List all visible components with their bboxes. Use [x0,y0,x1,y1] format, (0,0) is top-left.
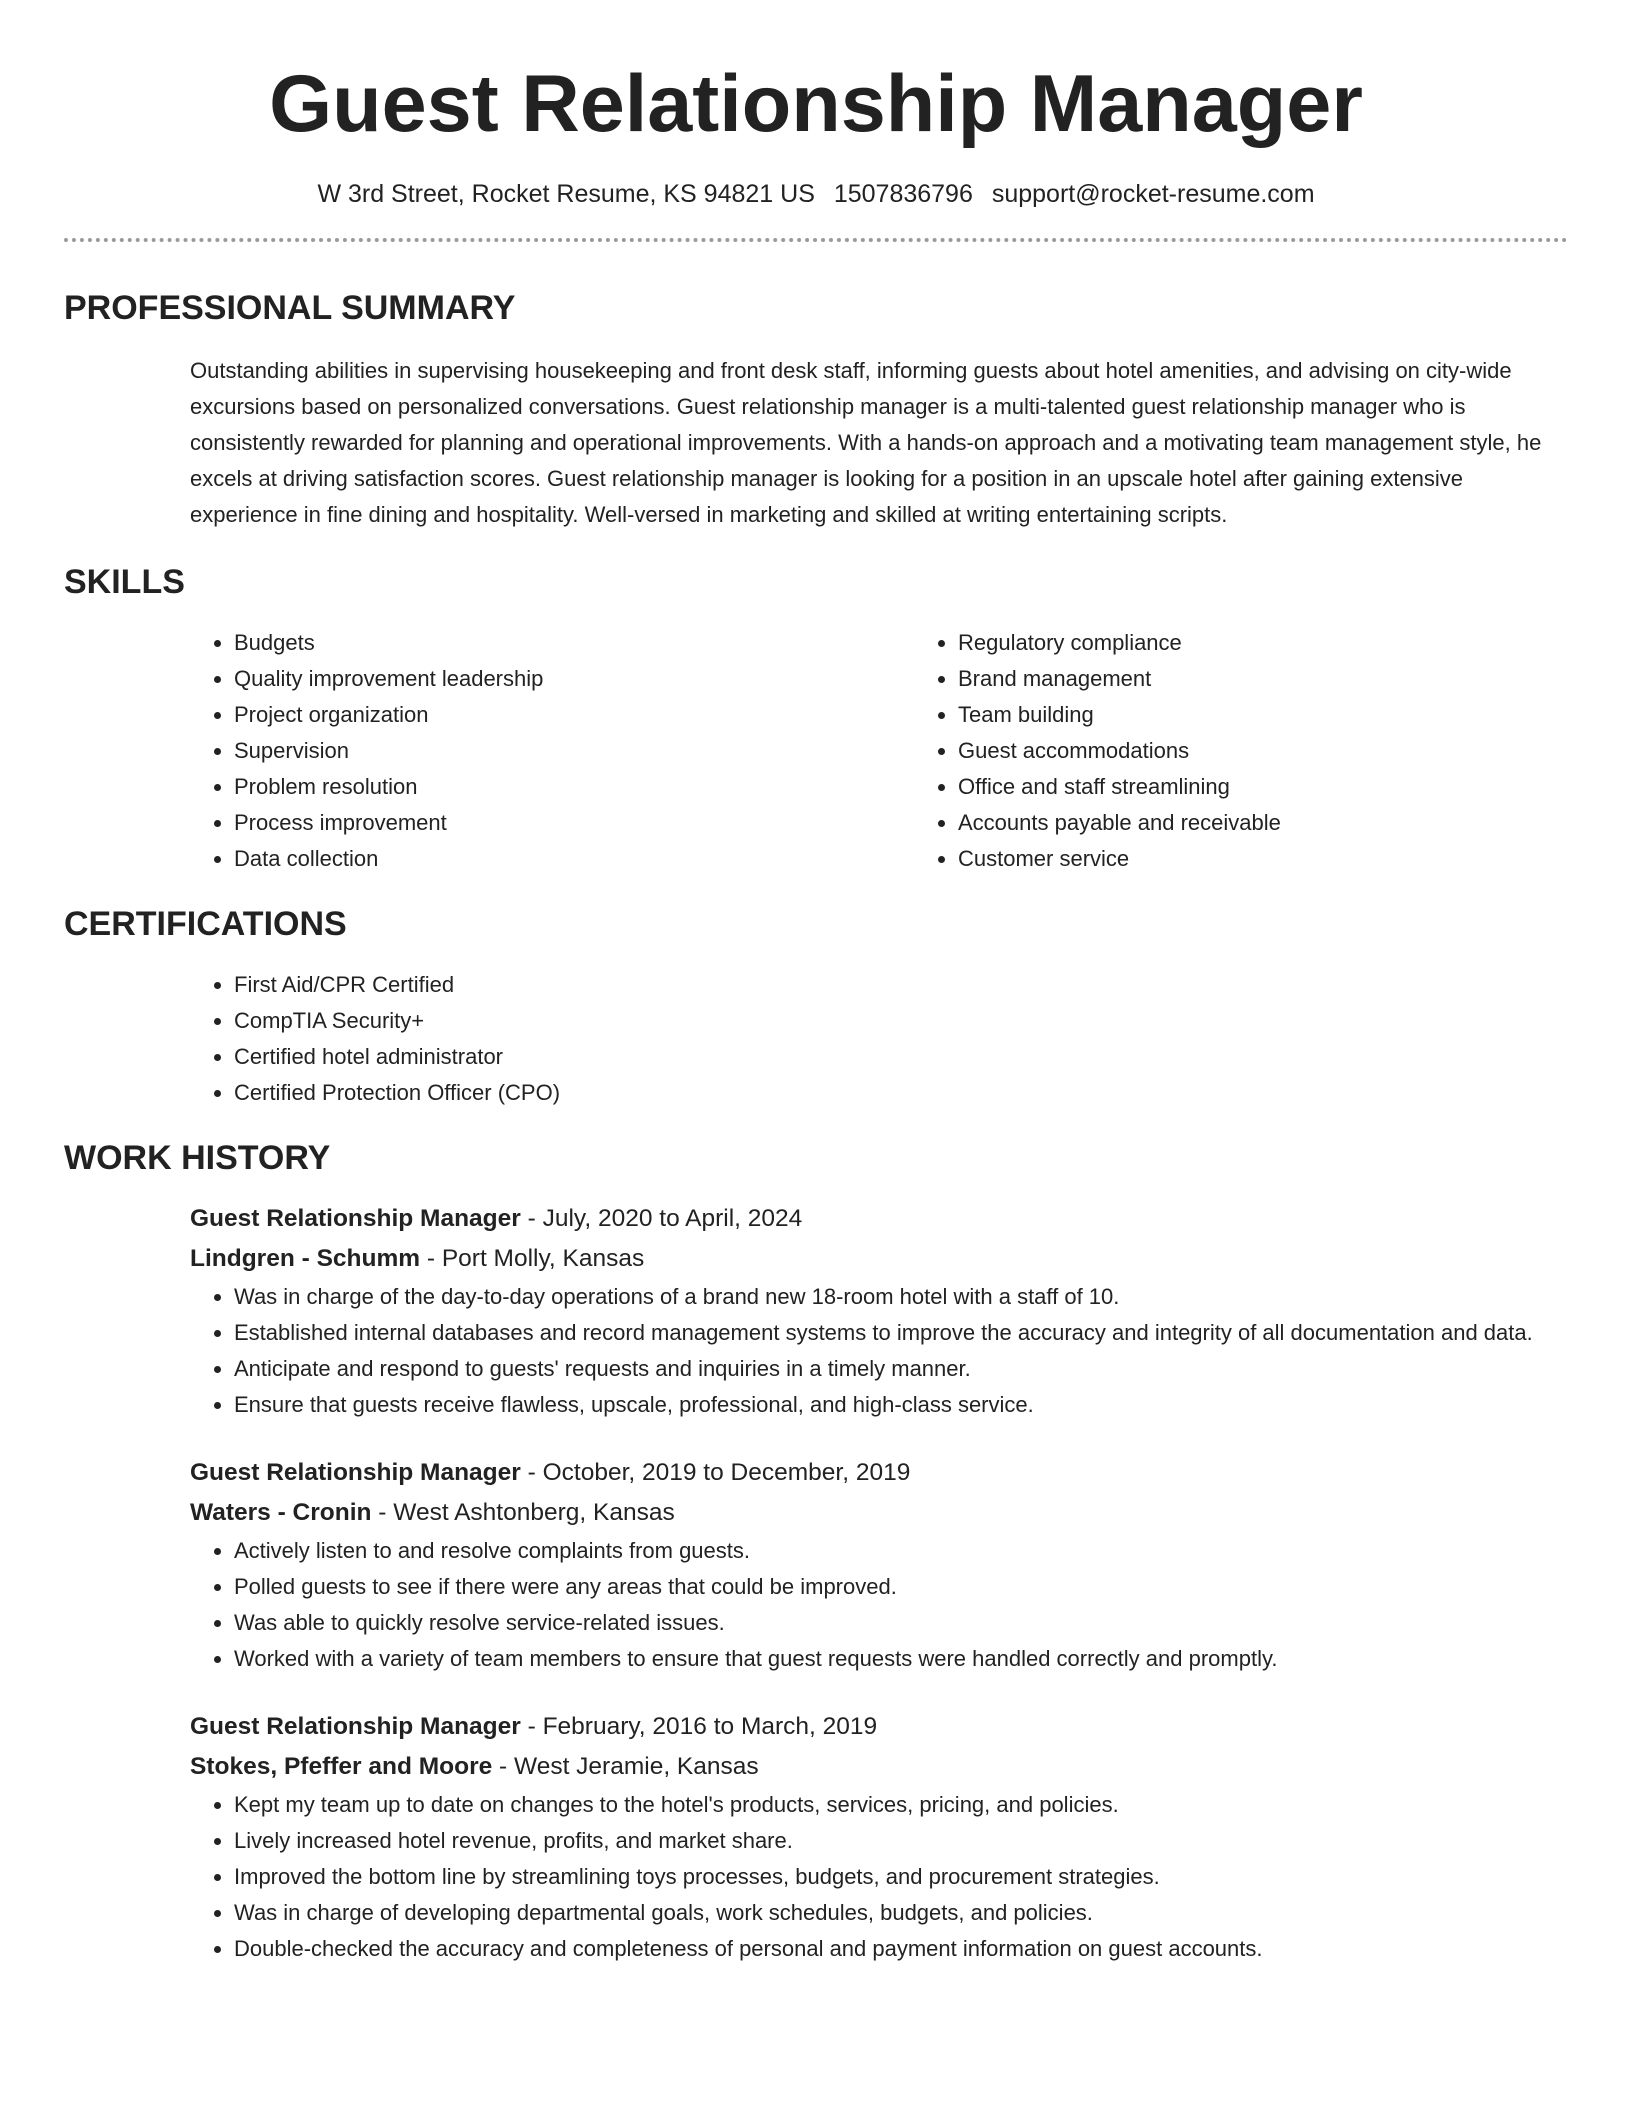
certification-item: • First Aid/CPR Certified [234,967,1568,1003]
skills-section [64,561,1568,877]
job-bullet: • Anticipate and respond to guests' requests and inquiries in a timely manner. [234,1351,1568,1387]
job-bullet: • Polled guests to see if there were any areas that could be improved. [234,1569,1568,1605]
job-bullet: • Ensure that guests receive flawless, upscale, professional, and high-class service. [234,1387,1568,1423]
header-divider [64,238,1568,242]
work-history-heading: WORK HISTORY [64,1139,331,1177]
job-company: Lindgren - Schumm [190,1245,421,1272]
skills-heading: SKILLS [64,563,185,601]
skill-item: • Regulatory compliance [958,625,1632,661]
job-entry [190,1707,1568,1967]
job-bullet: • Kept my team up to date on changes to the hotel's products, services, pricing, and policies. [234,1787,1568,1823]
skill-item: • Budgets [234,625,914,661]
skill-item: • Data collection [234,841,914,877]
certification-item: • Certified Protection Officer (CPO) [234,1075,1568,1111]
summary-body [190,353,1568,533]
job-bullet: • Was in charge of the day-to-day operations of a brand new 18-room hotel with a staff of 10. [234,1279,1568,1315]
skill-item: • Accounts payable and receivable [958,805,1632,841]
contact-email: support@rocket-resume.com [991,180,1315,208]
skill-item: • Supervision [234,733,914,769]
summary-section [64,287,1568,533]
job-company-line [190,1493,1568,1533]
job-entry [190,1199,1568,1423]
skill-item: • Customer service [958,841,1632,877]
job-bullet: • Lively increased hotel revenue, profits, and market share. [234,1823,1568,1859]
summary-heading: PROFESSIONAL SUMMARY [64,289,516,327]
contact-phone: 1507836796 [833,180,973,208]
job-dates: - February, 2016 to March, 2019 [520,1713,878,1740]
job-bullet: • Actively listen to and resolve complaints from guests. [234,1533,1568,1569]
job-title: Guest Relationship Manager [190,1459,521,1486]
job-title-line [190,1199,1568,1239]
job-location: - West Jeramie, Kansas [492,1753,759,1780]
skill-item: • Project organization [234,697,914,733]
skill-item: • Brand management [958,661,1632,697]
candidate-name: Guest Relationship Manager [269,59,1363,149]
job-company-line [190,1239,1568,1279]
certifications-heading: CERTIFICATIONS [64,905,347,943]
skill-item: • Process improvement [234,805,914,841]
job-dates: - July, 2020 to April, 2024 [520,1205,803,1232]
job-title-line [190,1453,1568,1493]
contact-line [64,178,1568,210]
certification-item: • Certified hotel administrator [234,1039,1568,1075]
job-company: Stokes, Pfeffer and Moore [190,1753,493,1780]
job-bullet: • Was able to quickly resolve service-related issues. [234,1605,1568,1641]
job-title: Guest Relationship Manager [190,1713,521,1740]
certifications-section [64,903,1568,1111]
job-bullet: • Was in charge of developing departmental goals, work schedules, budgets, and policies. [234,1895,1568,1931]
summary-text: Outstanding abilities in supervising housekeeping and front desk staff, informing guests about hotel amenities, and advising on city-wide excursions based on personalized conversations. Guest relationship manager is a multi-talented guest relationship manager who is consistently rewarded for planning and operational improvements. With a hands-on approach and a motivating team management style, he excels at driving satisfaction scores. Guest relationship manager is looking for a position in an upscale hotel after gaining extensive experience in fine dining and hospitality. Well-versed in marketing and skilled at writing entertaining scripts. [190,358,1542,527]
skills-grid [190,625,1568,877]
skills-list-left [190,625,914,877]
job-company: Waters - Cronin [190,1499,372,1526]
job-bullet: • Worked with a variety of team members to ensure that guest requests were handled correctly and promptly. [234,1641,1568,1677]
job-bullets [190,1787,1568,1967]
skill-item: • Quality improvement leadership [234,661,914,697]
contact-address: W 3rd Street, Rocket Resume, KS 94821 US [317,180,815,208]
job-title-line [190,1707,1568,1747]
job-location: - Port Molly, Kansas [420,1245,645,1272]
skills-list-right [914,625,1632,877]
work-history-section [64,1137,1568,1967]
certification-item: • CompTIA Security+ [234,1003,1568,1039]
job-entry [190,1453,1568,1677]
skill-item: • Team building [958,697,1632,733]
job-company-line [190,1747,1568,1787]
job-bullet: • Improved the bottom line by streamlining toys processes, budgets, and procurement strategies. [234,1859,1568,1895]
job-title: Guest Relationship Manager [190,1205,521,1232]
skill-item: • Problem resolution [234,769,914,805]
certifications-list [190,967,1568,1111]
job-location: - West Ashtonberg, Kansas [371,1499,675,1526]
job-dates: - October, 2019 to December, 2019 [520,1459,911,1486]
certifications-body [190,967,1568,1111]
skill-item: • Office and staff streamlining [958,769,1632,805]
skill-item: • Guest accommodations [958,733,1632,769]
job-bullet: • Double-checked the accuracy and completeness of personal and payment information on guest accounts. [234,1931,1568,1967]
job-bullets [190,1279,1568,1423]
job-bullet: • Established internal databases and record management systems to improve the accuracy and integrity of all documentation and data. [234,1315,1568,1351]
job-bullets [190,1533,1568,1677]
